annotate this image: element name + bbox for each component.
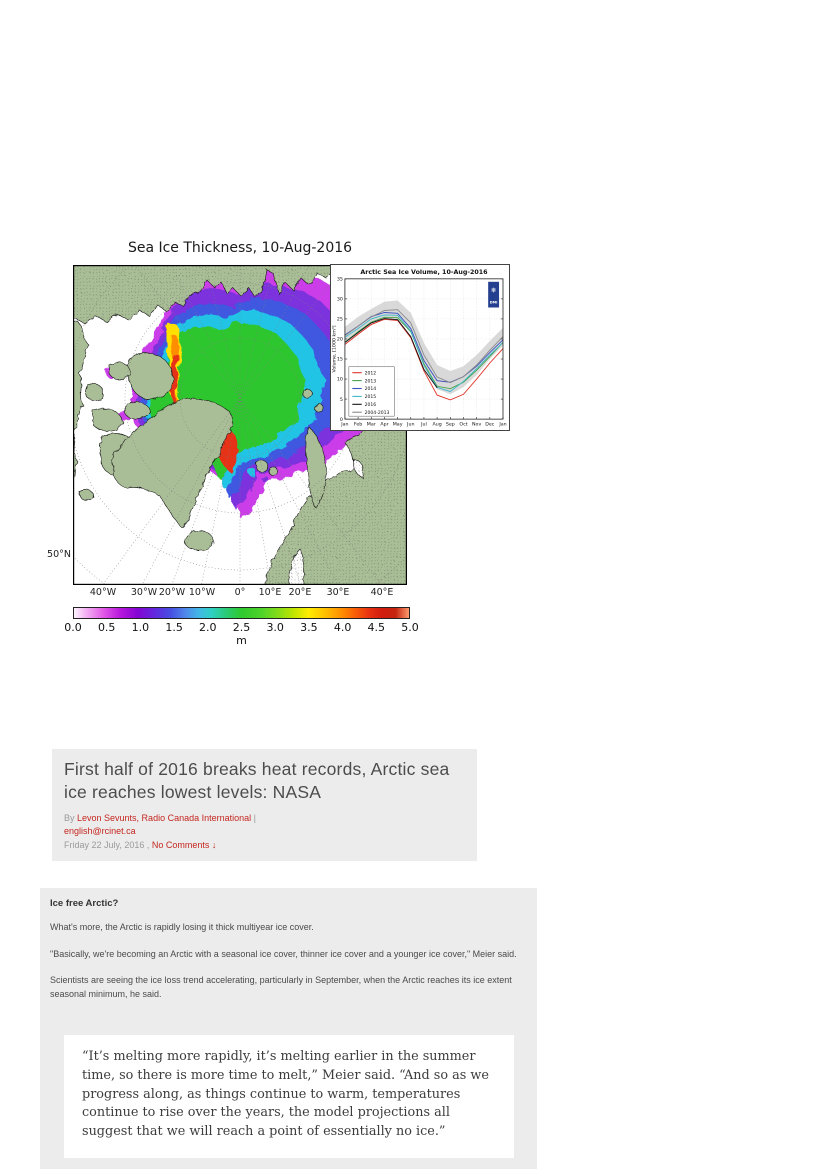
legend-label: 2016 [364, 402, 377, 408]
y-tick-label: 15 [336, 357, 343, 363]
colorbar-tick: 5.0 [401, 621, 419, 634]
author-link[interactable]: Levon Sevunts, Radio Canada International [77, 812, 252, 823]
y-tick-label: 25 [336, 317, 343, 323]
lon-tick: 30°E [326, 587, 350, 598]
y-axis-label: Volume, [1000 km³] [332, 325, 338, 373]
y-tick-label: 30 [336, 297, 343, 303]
x-tick-label: Nov [472, 422, 482, 428]
y-tick-label: 5 [339, 397, 343, 403]
x-tick-label: Jan [499, 422, 507, 428]
lon-tick: 20°E [288, 587, 312, 598]
snowflake-icon: ❄ [490, 286, 497, 295]
lon-tick: 20°W [158, 587, 186, 598]
x-tick-label: Sep [445, 422, 455, 428]
lon-tick: 40°E [370, 587, 394, 598]
legend-label: 2012 [364, 371, 377, 377]
chart-title: Arctic Sea Ice Volume, 10-Aug-2016 [360, 268, 488, 276]
lon-tick: 10°W [188, 587, 216, 598]
x-tick-label: Jan [341, 422, 349, 428]
story-heading: Ice free Arctic? [50, 898, 119, 909]
byline [64, 812, 465, 853]
legend-label: 2004-2013 [364, 410, 390, 416]
colorbar-ticks [64, 621, 419, 635]
colorbar-tick: 3.0 [266, 621, 284, 634]
lat-tick-label: 50°N [47, 549, 71, 560]
date-text: Friday 22 July, 2016 , [64, 839, 152, 850]
x-tick-label: Aug [432, 422, 442, 428]
x-tick-label: Jul [421, 422, 427, 428]
x-tick-label: Apr [380, 422, 389, 428]
byline-prefix: By [64, 812, 78, 823]
dmi-logo-text: DMI [489, 300, 498, 305]
colorbar-tick: 2.0 [199, 621, 217, 634]
x-tick-label: Feb [353, 422, 363, 428]
email-link[interactable]: english@rcinet.ca [64, 826, 136, 836]
x-tick-label: Dec [485, 422, 495, 428]
x-tick-label: Mar [366, 422, 376, 428]
lon-tick: 10°E [258, 587, 282, 598]
lon-tick: 40°W [89, 587, 117, 598]
x-tick-label: May [392, 422, 403, 428]
colorbar-tick: 0.5 [97, 621, 116, 634]
lon-tick: 0° [234, 587, 246, 598]
article-headline: First half of 2016 breaks heat records, Arctic sea ice reaches lowest levels: NASA [64, 759, 450, 802]
comments-link[interactable]: No Comments ↓ [151, 839, 217, 850]
story-paragraph: Scientists are seeing the ice loss trend accelerating, particularly in September, when the Arctic reaches its ice extent seasonal minimum, he said. [50, 975, 512, 999]
figure-title: Sea Ice Thickness, 10-Aug-2016 [127, 240, 353, 256]
y-tick-label: 35 [336, 277, 343, 283]
x-tick-label: Oct [459, 422, 468, 428]
y-tick-label: 10 [336, 377, 343, 383]
y-tick-label: 0 [339, 417, 343, 423]
byline-separator: | [251, 812, 256, 823]
legend-label: 2015 [364, 395, 377, 401]
x-tick-label: Jun [407, 422, 415, 428]
colorbar-unit-label: m [236, 634, 247, 647]
colorbar-tick: 4.5 [367, 621, 386, 634]
pull-quote-box [64, 1035, 514, 1158]
colorbar-tick: 4.0 [333, 621, 352, 634]
story-paragraph: "Basically, we're becoming an Arctic with a seasonal ice cover, thinner ice cover and a younger ice cover," Meier said. [50, 948, 517, 959]
pull-quote-text: “It’s melting more rapidly, it’s melting earlier in the summer time, so there is more time to melt,” Meier said. “And so as we progress along, as things continue to warm, temperatures continue to rise over the years, the model projections all suggest that we will reach a point of essentially no ice.” [82, 1049, 489, 1140]
thickness-colorbar [73, 607, 410, 619]
headline-block [52, 749, 477, 861]
colorbar-tick: 1.5 [165, 621, 183, 634]
story-paragraph: What's more, the Arctic is rapidly losing it thick multiyear ice cover. [50, 922, 314, 932]
lon-tick: 30°W [130, 587, 158, 598]
sea-ice-volume-chart [330, 264, 510, 431]
legend-label: 2013 [364, 379, 377, 385]
colorbar-tick: 2.5 [232, 621, 251, 634]
colorbar-tick: 0.0 [64, 621, 82, 634]
y-tick-label: 20 [336, 337, 343, 343]
colorbar-tick: 1.0 [131, 621, 150, 634]
legend-label: 2014 [364, 387, 377, 393]
story-block [40, 888, 537, 1169]
colorbar-tick: 3.5 [300, 621, 318, 634]
